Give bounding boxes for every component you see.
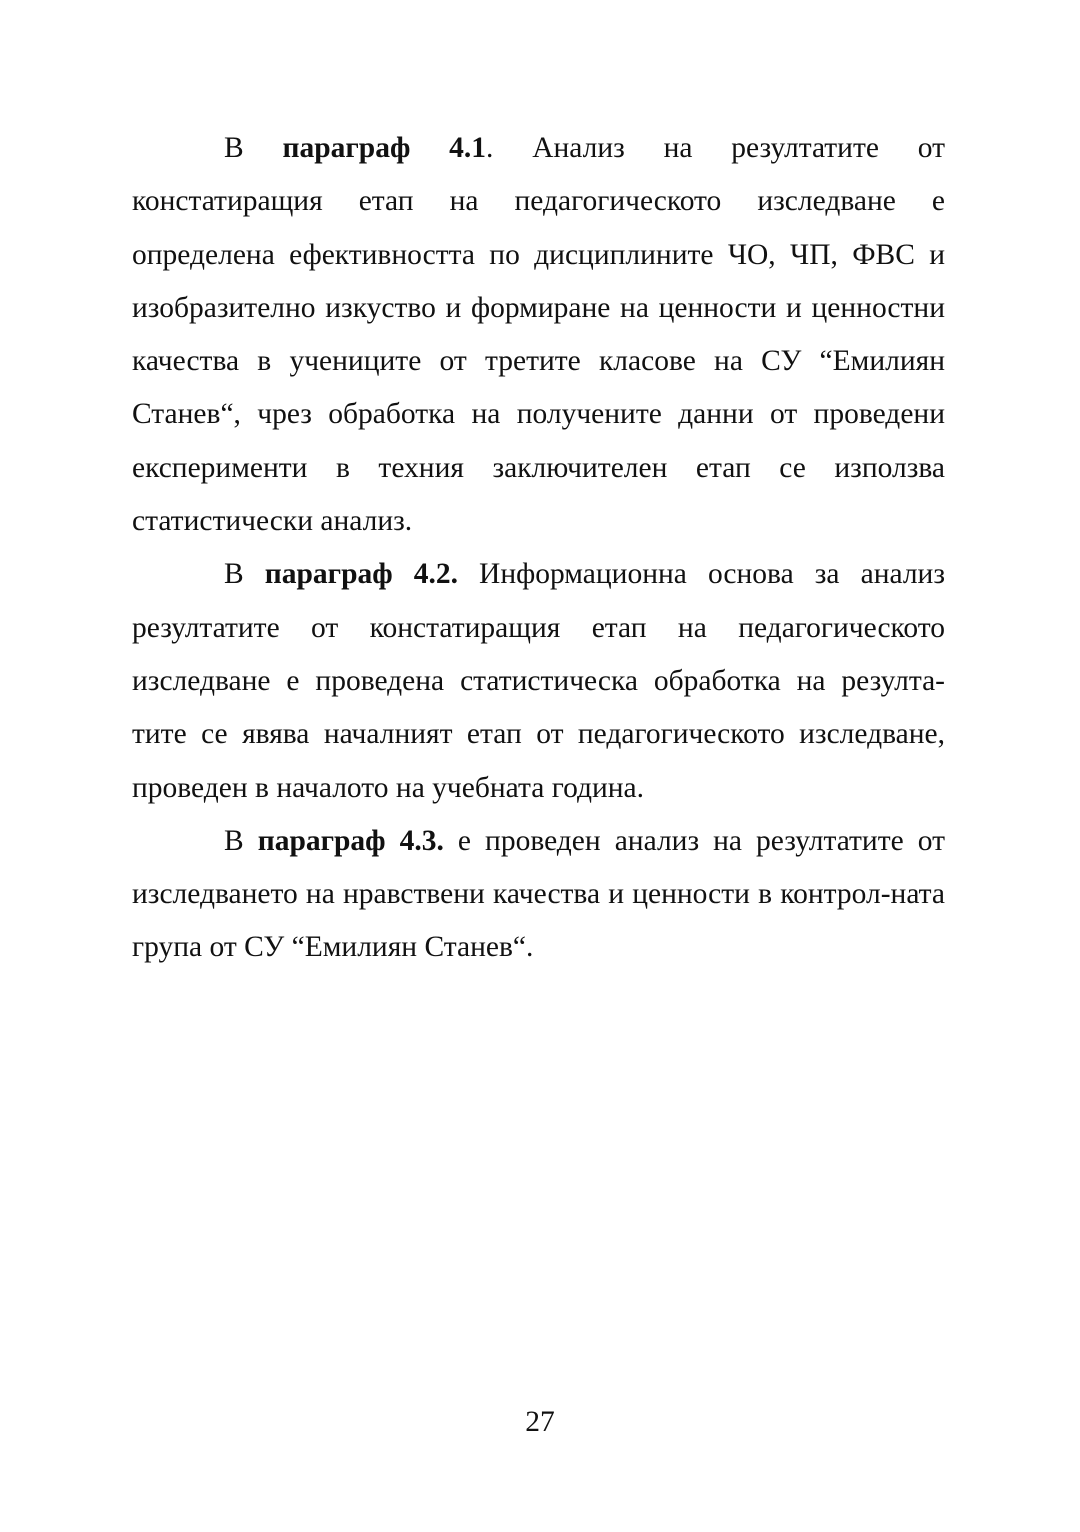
page-number: 27	[525, 1406, 555, 1438]
paragraph-4-1	[132, 122, 945, 548]
paragraph-lead: В	[224, 132, 283, 164]
paragraph-4-2	[132, 548, 945, 814]
section-reference: параграф 4.3.	[257, 824, 444, 857]
paragraph-text: Информационна основа за анализ резултатите от констатиращия етап на педагогическото изследване е проведена статистическа обработка на резулта-тите се явява началният етап от педагогическото изследване, проведен в началото на учебната година.	[132, 558, 945, 804]
paragraph-lead: В	[224, 824, 258, 857]
paragraph-text: . Анализ на резултатите от констатиращия етап на педагогическото изследване е определена ефективността по дисциплините ЧО, ЧП, ФВС и изобразително изкуство и формиране на ценности и ценностни качества в учениците от третите класове на СУ “Емилиян Станев“, чрез обработка на получените данни от проведени експерименти в техния заключителен етап се използва статистически анализ.	[132, 132, 945, 538]
paragraph-4-3	[132, 815, 945, 975]
body-text	[132, 122, 945, 975]
paragraph-lead: В	[224, 558, 265, 591]
paragraph-text: е проведен анализ на резултатите от изследването на нравствени качества и ценности в контрол-ната група от СУ “Емилиян Станев“.	[132, 824, 945, 964]
section-reference: параграф 4.1	[282, 132, 487, 164]
section-reference: параграф 4.2.	[264, 558, 458, 591]
